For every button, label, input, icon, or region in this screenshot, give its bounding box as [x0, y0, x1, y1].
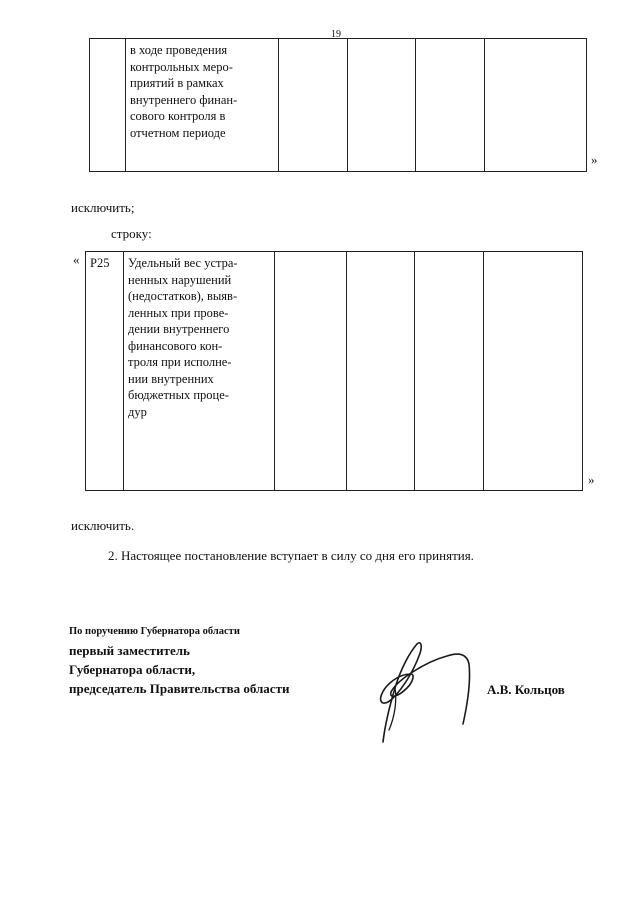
opening-quote: «	[73, 252, 80, 267]
table-row	[86, 252, 583, 491]
table-continuation	[89, 38, 587, 172]
table-cell	[347, 252, 415, 491]
signature-line-3: Губернатора области,	[69, 662, 196, 677]
closing-quote: »	[591, 152, 598, 167]
row-label-text: строку:	[111, 226, 152, 241]
table-cell	[416, 39, 485, 172]
exclude-text: исключить;	[71, 200, 135, 215]
table-cell-text: Удельный вес устра- ненных нарушений (недостатков), выяв- ленных при прове- дении внутреннего финансового кон- троля при исполне- нии внутренних бюджетных проце- дур	[124, 252, 275, 491]
table-row-p25	[85, 251, 583, 491]
signature-block	[69, 622, 289, 698]
table-cell-text: в ходе проведения контрольных меро- приятий в рамках внутреннего финан- сового контроля в отчетном периоде	[126, 39, 279, 172]
signature-line-2: первый заместитель	[69, 643, 190, 658]
page-number: 19	[331, 29, 341, 40]
table-cell	[485, 39, 587, 172]
table-cell	[484, 252, 583, 491]
signatory-name: А.В. Кольцов	[487, 682, 565, 697]
signature-line-1: По поручению Губернатора области	[69, 626, 240, 637]
handwritten-signature	[355, 630, 485, 750]
exclude-text: исключить.	[71, 518, 135, 533]
table-cell-code	[90, 39, 126, 172]
table-cell	[275, 252, 347, 491]
table-cell-code: Р25	[86, 252, 124, 491]
signature-line-4: председатель Правительства области	[69, 681, 290, 696]
table-row	[90, 39, 587, 172]
table-cell	[415, 252, 484, 491]
table-cell	[348, 39, 416, 172]
paragraph-2: 2. Настоящее постановление вступает в силу со дня его принятия.	[108, 548, 474, 563]
table-cell	[279, 39, 348, 172]
closing-quote: »	[588, 472, 595, 487]
